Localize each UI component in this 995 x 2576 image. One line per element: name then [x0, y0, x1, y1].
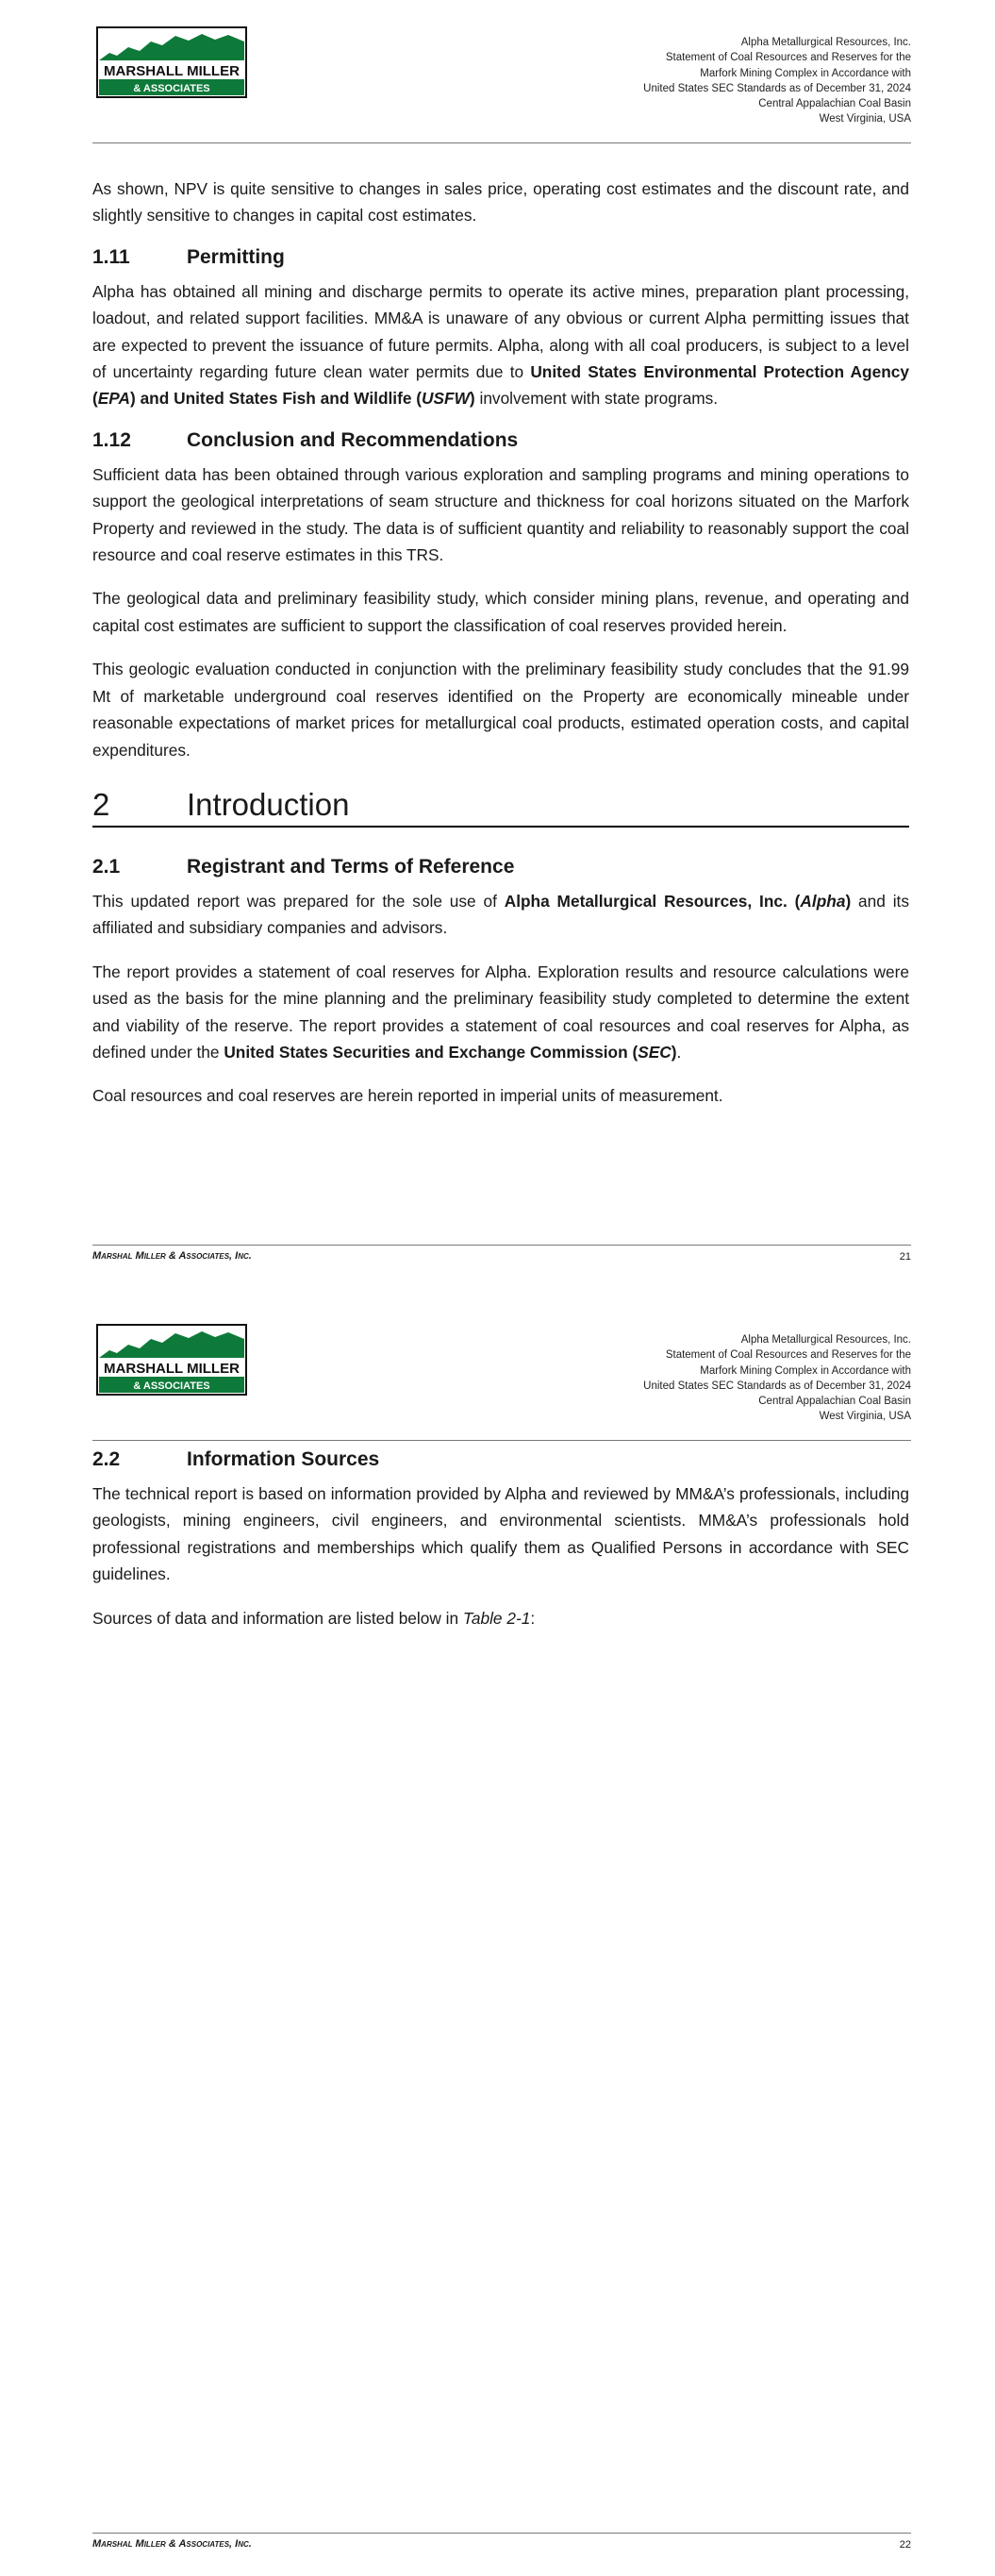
section-heading-2-2: 2.2 Information Sources	[92, 1448, 380, 1470]
header-line: Central Appalachian Coal Basin	[758, 98, 911, 110]
units-paragraph: Coal resources and coal reserves are herein reported in imperial units of measurement.	[92, 1086, 723, 1106]
header-line: West Virginia, USA	[819, 1411, 911, 1423]
header-divider	[92, 142, 911, 143]
page-body	[92, 1447, 909, 1631]
section-heading-1-11: 1.11 Permitting	[92, 245, 285, 268]
header-line: Central Appalachian Coal Basin	[758, 1396, 911, 1408]
page-footer	[92, 1245, 911, 1263]
header-line: Alpha Metallurgical Resources, Inc.	[740, 1334, 911, 1346]
header-line: Marfork Mining Complex in Accordance with	[700, 1364, 911, 1377]
page-number: 22	[899, 2539, 911, 2551]
header-line: Alpha Metallurgical Resources, Inc.	[740, 37, 911, 48]
svg-text:MARSHALL MILLER: MARSHALL MILLER	[104, 1361, 240, 1377]
chapter-heading-introduction: 2 Introduction	[92, 786, 909, 828]
conclusion-paragraph-1: Sufficient data has been obtained through various exploration and sampling programs and mining operations to support the geological interpretations of seam structure and thickness for coal horizons situated on the Marfork Property and reviewed in the study. The data is of sufficient quantity and reliability to reasonably support the coal resource and coal reserve estimates in this TRS.	[92, 464, 909, 565]
page-footer	[92, 2533, 911, 2551]
page-22	[0, 1297, 995, 2576]
permitting-paragraph: Alpha has obtained all mining and discharge permits to operate its active mines, preparation plant processing, loadout, and related support facilities. MM&A is unaware of any obvious or current Alpha permitting issues that are expected to prevent the issuance of future permits. Alpha, along with all coal producers, is subject to a level of uncertainty regarding future clean water permits due to United States Environmental Protection Agency (EPA) and United States Fish and Wildlife (USFW) involvement with state programs.	[92, 281, 909, 409]
svg-text:& ASSOCIATES: & ASSOCIATES	[133, 83, 210, 94]
conclusion-paragraph-2: The geological data and preliminary feasibility study, which consider mining plans, revenue, and operating and capital cost estimates are sufficient to support the classification of coal reserves provided herein.	[92, 589, 909, 635]
document-header	[643, 35, 911, 127]
header-line: West Virginia, USA	[819, 113, 911, 125]
company-logo	[96, 26, 247, 98]
header-divider	[92, 1440, 911, 1441]
footer-company: Marshal Miller & Associates, Inc.	[92, 1250, 252, 1262]
page-number: 21	[899, 1251, 911, 1263]
conclusion-paragraph-3: This geologic evaluation conducted in conjunction with the preliminary feasibility study concludes that the 91.99 Mt of marketable underground coal reserves identified on the Property are economically mineable under reasonable expectations of market prices for metallurgical coal products, estimated operation costs, and capital expenditures.	[92, 660, 909, 760]
section-heading-1-12: 1.12 Conclusion and Recommendations	[92, 428, 519, 451]
svg-text:MARSHALL MILLER: MARSHALL MILLER	[104, 63, 240, 79]
header-line: Marfork Mining Complex in Accordance with	[700, 67, 911, 79]
header-line: United States SEC Standards as of December 31, 2024	[643, 82, 911, 94]
registrant-paragraph: This updated report was prepared for the sole use of Alpha Metallurgical Resources, Inc. (Alpha) and its affiliated and subsidiary companies and advisors.	[92, 891, 909, 938]
report-scope-paragraph: The report provides a statement of coal reserves for Alpha. Exploration results and resource calculations were used as the basis for the mine planning and the preliminary feasibility study completed to determine the extent and viability of the reserve. The report provides a statement of coal resources and coal reserves for Alpha, as defined under the United States Securities and Exchange Commission (SEC).	[92, 962, 909, 1062]
section-heading-2-1: 2.1 Registrant and Terms of Reference	[92, 855, 515, 878]
header-line: Statement of Coal Resources and Reserves for the	[665, 52, 911, 64]
npv-paragraph: As shown, NPV is quite sensitive to changes in sales price, operating cost estimates and the discount rate, and slightly sensitive to changes in capital cost estimates.	[92, 179, 909, 226]
information-sources-paragraph: The technical report is based on information provided by Alpha and reviewed by MM&A’s professionals, including geologists, mining engineers, civil engineers, and environmental scientists. MM&A’s professionals hold professional registrations and memberships which qualify them as Qualified Persons in accordance with SEC guidelines.	[92, 1484, 909, 1584]
footer-company: Marshal Miller & Associates, Inc.	[92, 2538, 252, 2550]
header-line: United States SEC Standards as of December 31, 2024	[643, 1380, 911, 1392]
page-body	[92, 176, 909, 1110]
document-header	[643, 1332, 911, 1425]
table-reference-paragraph: Sources of data and information are listed below in Table 2-1:	[92, 1608, 536, 1628]
svg-text:& ASSOCIATES: & ASSOCIATES	[133, 1380, 210, 1392]
company-logo	[96, 1324, 247, 1396]
header-line: Statement of Coal Resources and Reserves for the	[665, 1349, 911, 1362]
